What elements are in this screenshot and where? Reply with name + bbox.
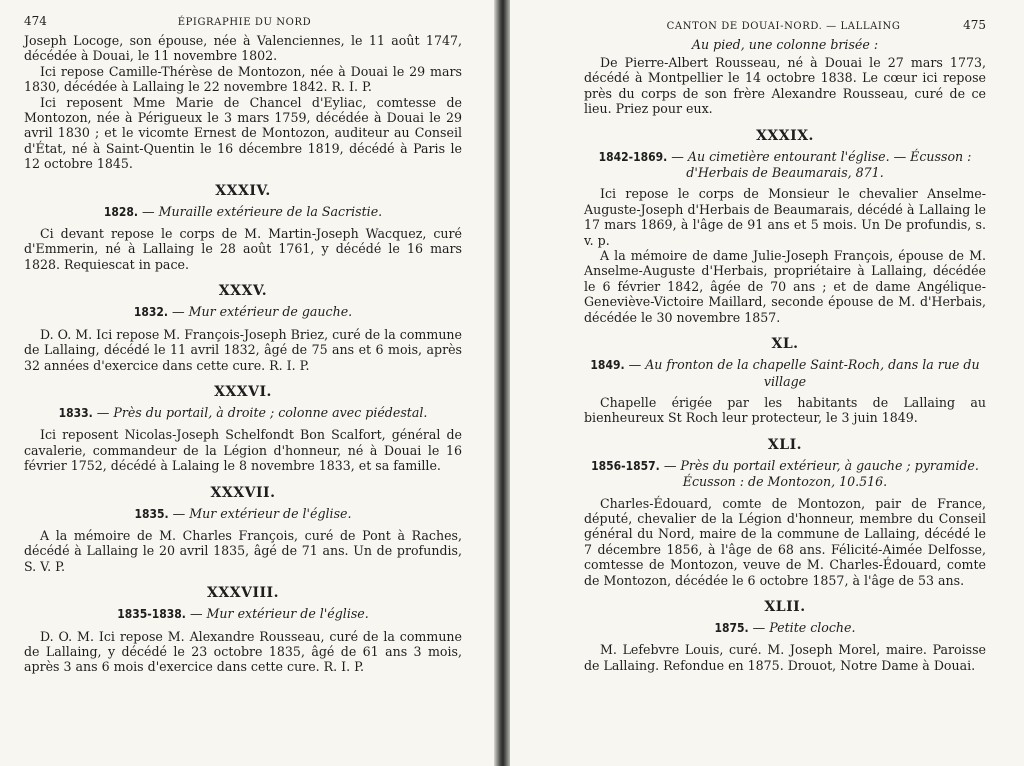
- section-year: 1828.: [103, 204, 138, 219]
- section-heading: [584, 458, 986, 490]
- section-location: — Près du portail extérieur, à gauche ; pyramide. Écusson : de Montozon, 10.516.: [663, 457, 979, 490]
- section-heading: [24, 606, 462, 622]
- section-text: Chapelle érigée par les habitants de Lallaing au bienheureux St Roch leur protecteur, le 3 juin 1849.: [584, 394, 986, 426]
- section-year: 1832.: [133, 305, 168, 320]
- section-numeral: XXXV.: [218, 283, 268, 300]
- section-text: Ici repose le corps de Monsieur le chevalier Anselme-Auguste-Joseph d'Herbais de Beaumarais, décédé à Lallaing le 17 mars 1869, à l'âge de 91 ans et 5 mois. Un De profundis, s. v. p.: [584, 186, 986, 248]
- intro-paragraph-3: Ici reposent Mme Marie de Chancel d'Eyliac, comtesse de Montozon, née à Périgueux le 3 mars 1759, décédée à Douai le 29 avril 1830 ; et le vicomte Ernest de Montozon, auditeur au Conseil d'État, né à Saint-Quentin le 16 décembre 1819, décédé à Paris le 12 octobre 1845.: [24, 94, 462, 172]
- section-year: 1849.: [590, 358, 625, 373]
- section-location: — Muraille extérieure de la Sacristie.: [142, 203, 383, 219]
- section-text: Ici reposent Nicolas-Joseph Schelfondt Bon Scalfort, général de cavalerie, commandeur de la Légion d'honneur, né à Douai le 16 février 1752, décédé à Lalaing le 8 novembre 1833, et sa famille.: [24, 427, 462, 474]
- section-text: Charles-Édouard, comte de Montozon, pair de France, député, chevalier de la Légion d'honneur, membre du Conseil général du Nord, maire de la commune de Lallaing, décédé le 7 décembre 1856, à l'âge de 68 ans. Félicité-Aimée Delfosse, comtesse de Montozon, veuve de M. Charles-Édouard, comte de Montozon, décédée le 6 octobre 1857, à l'âge de 53 ans.: [584, 495, 986, 588]
- section-heading: [584, 357, 986, 389]
- right-running-title: CANTON DE DOUAI-NORD. — LALLAING: [666, 21, 901, 32]
- section-heading: [24, 204, 462, 220]
- section-text: D. O. M. Ici repose M. François-Joseph Briez, curé de la commune de Lallaing, décédé le 11 avril 1832, âgé de 75 ans et 6 mois, après 32 années d'exercice dans cette cure. R. I. P.: [24, 326, 462, 373]
- section-year: 1856-1857.: [591, 458, 660, 473]
- section-numeral: XXXVIII.: [207, 585, 279, 602]
- section-text: M. Lefebvre Louis, curé. M. Joseph Morel, maire. Paroisse de Lallaing. Refondue en 1875. Drouot, Notre Dame à Douai.: [584, 642, 986, 673]
- section-text: A la mémoire de dame Julie-Joseph François, épouse de M. Anselme-Auguste d'Herbais, propriétaire à Lallaing, décédée le 6 février 1842, âgée de 70 ans ; et de dame Angélique-Geneviève-Victoire Maillard, seconde épouse de M. d'Herbais, décédée le 30 novembre 1857.: [584, 248, 986, 325]
- right-running-head: [584, 18, 986, 32]
- section-location: — Mur extérieur de l'église.: [172, 505, 352, 521]
- section-year: 1842-1869.: [598, 149, 668, 164]
- section-heading: [24, 304, 462, 320]
- intro-paragraph-1: Joseph Locoge, son épouse, née à Valenciennes, le 11 août 1747, décédée à Douai, le 11 novembre 1802.: [24, 33, 462, 64]
- left-page-number: 474: [24, 14, 47, 28]
- intro-caption: Au pied, une colonne brisée :: [691, 37, 879, 52]
- intro-paragraph: De Pierre-Albert Rousseau, né à Douai le 27 mars 1773, décédé à Montpellier le 14 octobre 1838. Le cœur ici repose près du corps de son frère Alexandre Rousseau, curé de ce lieu. Priez pour eux.: [584, 55, 986, 117]
- section-text: A la mémoire de M. Charles François, curé de Pont à Raches, décédé à Lallaing le 20 avril 1835, âgé de 71 ans. Un de profundis, S. V. P.: [24, 527, 462, 574]
- intro-paragraph-2: Ici repose Camille-Thérèse de Montozon, née à Douai le 29 mars 1830, décédée à Lallaing le 22 novembre 1842. R. I. P.: [24, 63, 462, 95]
- section-numeral: XXXIV.: [215, 182, 271, 199]
- section-year: 1835-1838.: [117, 607, 186, 622]
- section-numeral: XLI.: [767, 436, 803, 453]
- section-year: 1835.: [134, 506, 169, 521]
- section-year: 1875.: [714, 620, 749, 635]
- left-running-head: [24, 14, 462, 28]
- section-year: 1833.: [58, 405, 93, 420]
- section-location: — Mur extérieur de l'église.: [189, 606, 369, 622]
- section-heading: [584, 149, 986, 181]
- section-text: Ci devant repose le corps de M. Martin-Joseph Wacquez, curé d'Emmerin, né à Lallaing le 28 août 1761, y décédé le 16 mars 1828. Requiescat in pace.: [24, 226, 462, 272]
- left-running-title: ÉPIGRAPHIE DU NORD: [177, 17, 312, 28]
- section-heading: [584, 620, 986, 636]
- section-location: — Petite cloche.: [752, 619, 856, 635]
- section-numeral: XXXVII.: [210, 484, 276, 501]
- section-location: — Au cimetière entourant l'église. — Écusson : d'Herbais de Beaumarais, 871.: [671, 148, 972, 181]
- right-page: [510, 0, 1024, 766]
- section-numeral: XL.: [771, 336, 799, 353]
- section-heading: [24, 405, 462, 421]
- section-location: — Mur extérieur de gauche.: [172, 304, 353, 320]
- section-location: — Au fronton de la chapelle Saint-Roch, dans la rue du village: [628, 357, 980, 389]
- section-location: — Près du portail, à droite ; colonne avec piédestal.: [96, 404, 428, 420]
- section-text: D. O. M. Ici repose M. Alexandre Rousseau, curé de la commune de Lallaing, y décédé le 23 octobre 1835, âgé de 61 ans 3 mois, après 3 ans 6 mois d'exercice dans cette cure. R. I. P.: [24, 628, 462, 675]
- section-heading: [24, 506, 462, 522]
- section-numeral: XLII.: [764, 598, 806, 615]
- right-page-number: 475: [963, 18, 986, 32]
- section-numeral: XXXVI.: [214, 383, 272, 400]
- left-page: [0, 0, 496, 766]
- section-numeral: XXXIX.: [756, 127, 814, 144]
